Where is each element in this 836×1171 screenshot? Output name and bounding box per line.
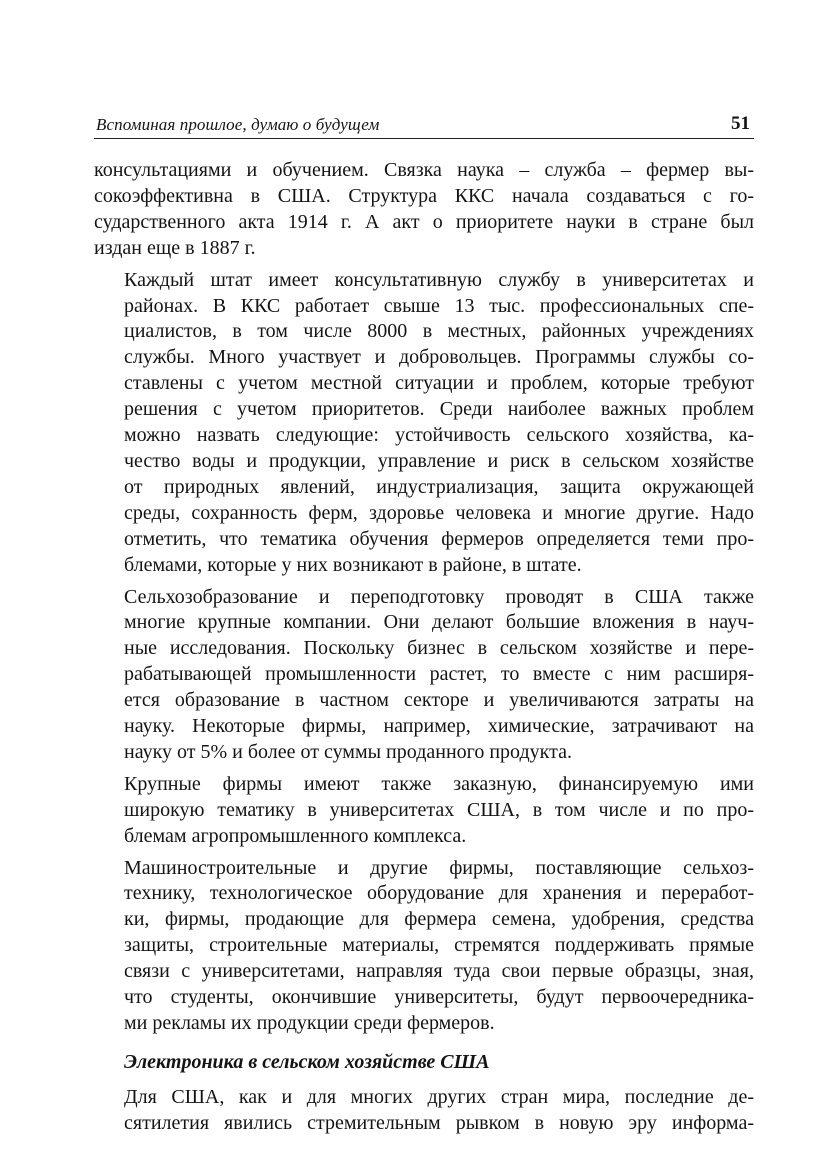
- text-line: многие крупные компании. Они делают большие вложения в науч-: [124, 611, 754, 634]
- running-title: Вспоминая прошлое, думаю о будущем: [96, 115, 380, 134]
- book-page: [94, 108, 754, 1137]
- text-line: консультациями и обучением. Связка наука – служба – фермер вы-: [94, 159, 754, 181]
- paragraph: [94, 158, 754, 262]
- paragraph: [94, 268, 754, 579]
- text-line: ные исследования. Поскольку бизнес в сельском хозяйстве и пере-: [124, 637, 754, 660]
- text-line: сятилетия явились стремительным рывком в новую эру информа-: [124, 1111, 754, 1134]
- text-line: связи с университетами, направляя туда свои первые образцы, зная,: [124, 960, 754, 983]
- text-line: науку от 5% и более от суммы проданного продукта.: [124, 740, 572, 763]
- text-line: технику, технологическое оборудование для хранения и переработ-: [124, 882, 754, 905]
- running-header: [94, 108, 754, 139]
- text-line: среды, сохранность ферм, здоровье человека и многие другие. Надо: [124, 501, 754, 524]
- text-line: ми рекламы их продукции среди фермеров.: [124, 1012, 495, 1034]
- text-line: циалистов, в том числе 8000 в местных, районных учреждениях: [124, 320, 754, 343]
- text-line: ставлены с учетом местной ситуации и проблем, которые требуют: [124, 372, 754, 395]
- text-line: Для США, как и для многих других стран мира, последние де-: [124, 1085, 754, 1108]
- text-line: Крупные фирмы имеют также заказную, финансируемую ими: [124, 772, 754, 795]
- text-line: ется образование в частном секторе и увеличиваются затраты на: [124, 689, 754, 712]
- text-line: науку. Некоторые фирмы, например, химические, затрачивают на: [124, 715, 754, 738]
- text-line: районах. В ККС работает свыше 13 тыс. профессиональных спе-: [124, 294, 754, 317]
- text-line: сударственного акта 1914 г. А акт о приоритете науки в стране был: [94, 210, 754, 233]
- body-text: [94, 158, 754, 1137]
- text-line: широкую тематику в университетах США, в том числе и по про-: [124, 798, 754, 821]
- paragraph: [94, 772, 754, 850]
- text-line: рабатывающей промышленности растет, то вместе с ним расширя-: [124, 663, 754, 686]
- paragraph: [94, 856, 754, 1037]
- text-line: отметить, что тематика обучения фермеров определяется теми про-: [124, 527, 754, 550]
- text-line: можно назвать следующие: устойчивость сельского хозяйства, ка-: [124, 424, 754, 447]
- text-line: от природных явлений, индустриализация, защита окружающей: [124, 475, 754, 498]
- text-line: блемам агропромышленного комплекса.: [124, 824, 467, 847]
- text-line: ки, фирмы, продающие для фермера семена, удобрения, средства: [124, 908, 754, 931]
- text-line: службы. Много участвует и добровольцев. Программы службы со-: [124, 346, 754, 369]
- text-line: Машиностроительные и другие фирмы, поставляющие сельхоз-: [124, 856, 754, 879]
- paragraph: [94, 1085, 754, 1137]
- text-line: защиты, строительные материалы, стремятся поддерживать прямые: [124, 934, 754, 957]
- paragraph: [94, 585, 754, 766]
- text-line: что студенты, окончившие университеты, будут первоочередника-: [124, 986, 754, 1009]
- text-line: сокоэффективна в США. Структура ККС начала создаваться с го-: [94, 184, 754, 207]
- text-line: издан еще в 1887 г.: [94, 236, 256, 259]
- page-number: 51: [731, 113, 750, 134]
- section-heading: Электроника в сельском хозяйстве США: [124, 1050, 490, 1073]
- text-line: Каждый штат имеет консультативную службу в университетах и: [124, 268, 754, 291]
- text-line: чество воды и продукции, управление и риск в сельском хозяйстве: [124, 449, 754, 472]
- text-line: решения с учетом приоритетов. Среди наиболее важных проблем: [124, 398, 754, 421]
- text-line: Сельхозобразование и переподготовку проводят в США также: [124, 585, 754, 608]
- text-line: блемами, которые у них возникают в районе, в штате.: [124, 553, 582, 576]
